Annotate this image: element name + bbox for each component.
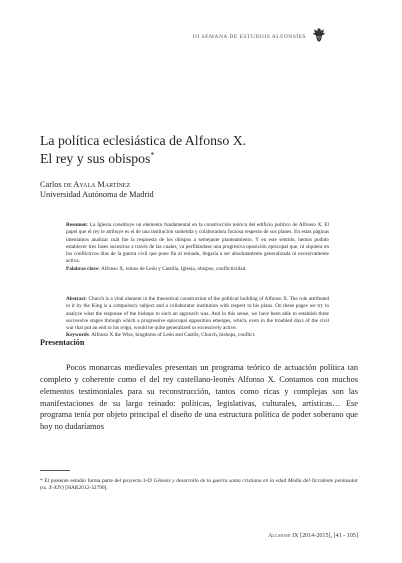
eagle-crest-icon xyxy=(311,27,327,43)
abstract-english xyxy=(66,296,329,340)
author-affiliation: Universidad Autónoma de Madrid xyxy=(40,190,154,200)
title-line-1: La política eclesiástica de Alfonso X. xyxy=(40,133,247,148)
abstract-es-text: : La Iglesia constituye un elemento fundamental en la construcción teórica del edificio político de Alfonso X. El papel que el rey le atribuye es el de una institución sometida y colaboradora forzosa respecto de sus planes. En estas páginas intentamos analizar cuál fue la respuesta de los obispos a semejante planteamiento. Y en este sentido, hemos podido establecer tres fases sucesivas a través de las cuales, va perfilándose una progresiva oposición episcopal que, ni siquiera en los conflictivos días de la guerra civil que pone fin al reinado, llegaría a ser absolutamente generalizada ni excesivamente activa. xyxy=(66,222,329,265)
abstract-en-text: : Church is a vital element in the theoretical construction of the political building of Alfonso X. The role attributed to it by the King is a compulsory subject and a collaborator institution with respect to his plans. On these pages we try to analyze what the response of the bishops to such an approach was. And in this sense, we have been able to establish three successive stages through which a progressive episcopal opposition emerges, which, even in the troubled days of the civil war that put an end to his reign, would be quite generalized or excessively active. xyxy=(66,296,329,332)
journal-years: [2014-2015] xyxy=(300,533,331,539)
author-block xyxy=(40,180,154,201)
title-line-2 xyxy=(40,150,246,168)
footnote-project-title: Génesis y desarrollo de la guerra santa cristiana en la edad Media del Occidente peninsular (ss. X-XIV) xyxy=(40,478,358,492)
article-title xyxy=(40,132,246,167)
section-heading: Presentación xyxy=(40,338,85,347)
author-first-name: Carlos xyxy=(40,180,64,189)
abstract-es-label: Resumen xyxy=(66,222,87,228)
page-range: [41 - 105] xyxy=(333,533,358,539)
page-footer: Alcanate IX [2014-2015], [41 - 105] xyxy=(267,533,358,539)
footnote-divider xyxy=(40,470,70,471)
author-name xyxy=(40,180,154,190)
journal-name: Alcanate xyxy=(267,533,291,539)
abstract-spanish xyxy=(66,222,329,273)
abstract-en-label: Abstract xyxy=(66,296,86,302)
footnote-mark: * xyxy=(40,478,43,484)
journal-volume: IX xyxy=(292,533,299,539)
keywords-es-label: Palabras clave xyxy=(66,265,99,272)
keywords-es-text: : Alfonso X, reinos de León y Castilla, Iglesia, obispos, conflictividad. xyxy=(98,265,247,272)
author-surname: de Ayala Martínez xyxy=(63,180,131,189)
running-head: III SEMANA DE ESTUDIOS ALFONSÍES xyxy=(192,34,306,40)
title-footnote-mark: * xyxy=(150,149,155,159)
keywords-en-text: : Alfonso X the Wise, kingdoms of León and Castile, Church, bishops, conflict. xyxy=(88,332,256,339)
title-line-2-text: El rey y sus obispos xyxy=(40,150,151,166)
body-paragraph: Pocos monarcas medievales presentan un programa teórico de actuación política tan completo y coherente como el del rey castellano-leonés Alfonso X. Contamos con muchos elementos testimoniales para su reconstrucción, tantos como ricas y complejas son las manifestaciones de su largo reinado: políticas, legislativas, culturales, artísticas… Ese programa tenía por objeto principal el diseño de una estructura política de poder soberano que hoy no dudaríamos xyxy=(40,363,358,432)
footnote-text-start: El presente estudio forma parte del proyecto I+D xyxy=(42,478,154,484)
keywords-en-label: Keywords xyxy=(66,332,89,339)
footnote-text-end: [HAR2012-32790]. xyxy=(63,485,108,492)
footnote xyxy=(40,478,358,493)
